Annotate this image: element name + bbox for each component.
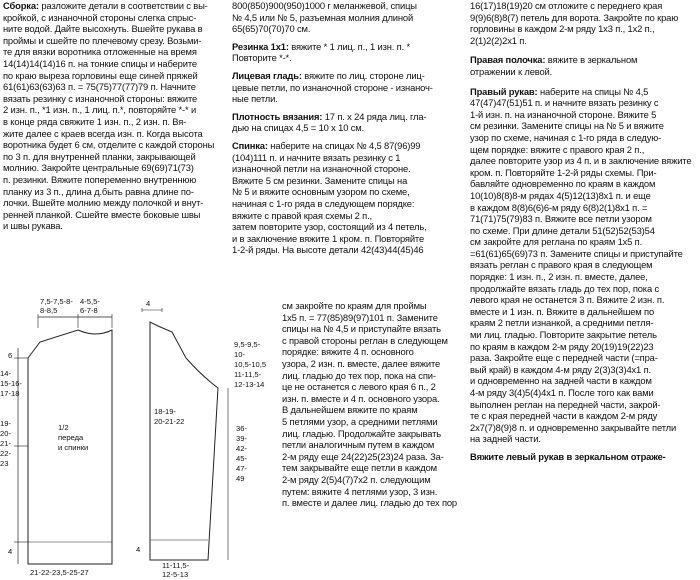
right-sleeve-line-16: порядке: 1 изн. п., 2 изн. п. вместе, далее, xyxy=(470,271,648,283)
back-line-7: затем повторите узор, состоящий из 4 петель, xyxy=(232,221,427,233)
back-line-8: и в заключение вяжите 1 кром. п. Повторяйте xyxy=(232,232,425,244)
stockinette-line-2: ные петли. xyxy=(232,93,278,105)
assembly-line-14: молнию. Закройте центральные 69(69)71(73) xyxy=(3,162,194,174)
neckline-line-1: 9(9)6(8)8(7) петель для ворота. Закройте по краю xyxy=(470,11,679,23)
right-sleeve-line-6: далее повторите узор из 4 п. и в заключение вяжите xyxy=(470,155,692,167)
assembly-line-8: вязать резинку с изнаночной стороны: вяжите xyxy=(3,92,198,104)
back-line-6: вяжите с правой края схемы 2 п., xyxy=(232,209,372,221)
schematic-front-back-svg xyxy=(0,296,130,575)
right-sleeve-line-24: вый край) в каждом 4-м ряду 2(3)3(3)4х1 п. xyxy=(470,363,651,375)
sleeve-length-5: 49 xyxy=(236,474,245,483)
schematic-sleeve xyxy=(132,296,232,579)
right-sleeve-line-2: 1-й изн. п. на изнаночной стороне. Вяжите 5 xyxy=(470,108,657,120)
left-sleeve-line: Вяжите левый рукав в зеркальном отраже- xyxy=(470,450,666,462)
right-sleeve-line-20: краям 2 петли изнанкой, а средними петля- xyxy=(470,317,654,329)
assembly-paragraph xyxy=(3,0,228,232)
panel-label-half: 1/2 xyxy=(58,423,69,432)
panel-label-front: переда xyxy=(58,433,84,442)
right-sleeve-line-26: 4-м ряду 3(4)5(4)4х1 п. После того как вами xyxy=(470,387,654,398)
density-line-1: дью на спицах 4,5 = 10 х 10 см. xyxy=(232,122,365,134)
assembly-line-11: жите далее с краев всегда изн. п. Когда высота xyxy=(3,127,203,139)
column-middle xyxy=(232,0,460,256)
dim-neck-width-2: 6-7-8 xyxy=(80,306,98,315)
sleeve-raglan-labels xyxy=(234,340,266,390)
right-sleeve-line-15: вязать реглан с правого края в следующем xyxy=(470,259,653,271)
sleeve-top-label: 4 xyxy=(146,299,151,308)
assembly-line-13: по 3 п. для внутренней планки, закрывающей xyxy=(3,150,196,162)
back-line-1: (104)111 п. и начните вязать резинку с 1 xyxy=(232,151,401,163)
materials-line-2: 65(65)70(70)70 см. xyxy=(232,23,311,35)
dim-label-17: 17-18 xyxy=(0,389,20,398)
right-sleeve-line-17: продолжайте вязать гладь до тех пор, пока с xyxy=(470,282,660,294)
back-cont-line-10: 5 петлями узор, а средними петлями xyxy=(282,415,438,427)
raglan-label-0: 9,5-9,5- xyxy=(234,340,261,349)
assembly-line-18: ренней планкой. Сшейте вместе боковые швы xyxy=(3,208,201,220)
back-cont-line-17: п. вместе и далее лиц. гладью до тех пор xyxy=(282,497,457,509)
assembly-line-19: и швы рукава. xyxy=(3,220,63,232)
right-sleeve-line-25: и одновременно на задней части в каждом xyxy=(470,375,652,387)
sleeve-cuff-label-2: 12-5-13 xyxy=(162,570,189,579)
right-sleeve-line-30: на задней части. xyxy=(470,433,541,445)
density-line-0: 17 п. х 24 ряда лиц. гла- xyxy=(322,110,427,122)
right-sleeve-line-5: щем порядке: вяжите с правого края 2 п., xyxy=(470,143,645,155)
raglan-label-1: 10- xyxy=(234,350,245,359)
sleeve-length-3: 45- xyxy=(236,454,247,463)
neckline-line-2: горловины в каждом 2-м ряду 1х3 п., 1х2 п., xyxy=(470,23,655,35)
back-cont-line-15: 2-м ряду 2(5)4(7)7х2 п. следующим xyxy=(282,473,431,485)
assembly-line-2: ните водой. Дайте высохнуть. Вшейте рукава в xyxy=(3,23,203,35)
back-cont-line-8: изн. п. вместе и 4 п. основного узора. xyxy=(282,392,440,404)
raglan-label-2: 10,5-10,5 xyxy=(234,360,267,369)
back-line-9: 1-2-й ряды. На высоте детали 42(43)44(45)46 xyxy=(232,244,424,256)
rib-paragraph xyxy=(232,41,460,64)
assembly-line-16: планку из 3 п., длина д.быть равна длине по- xyxy=(3,185,194,197)
dim-shoulder-width: 7,5-7,5-8- xyxy=(40,297,73,306)
right-front-heading: Правая полочка: xyxy=(470,54,546,66)
back-heading: Спинка: xyxy=(232,139,268,151)
back-cont-line-6: лиц. гладью до тех пор, пока на спи- xyxy=(282,369,436,381)
sleeve-length-2: 42- xyxy=(236,444,247,453)
column-left xyxy=(3,0,228,232)
right-sleeve-line-19: вместе и 1 изн. п. Вяжите в дальнейшем по xyxy=(470,305,655,317)
sleeve-length-labels xyxy=(236,424,247,484)
sleeve-length-0: 36- xyxy=(236,424,247,433)
panel-label-back: и спинки xyxy=(58,443,89,452)
assembly-line-5: 14(14)14(14)16 п. на тонкие спицы и наберите xyxy=(3,57,197,69)
back-cont-line-14: тем закрывайте еще петли в каждом xyxy=(282,462,437,474)
right-sleeve-line-10: в каждом 8(8)6(6)6-м ряду 6(8)2(1)8х1 п. = xyxy=(470,201,648,213)
right-sleeve-line-27: выполнен реглан на передней части, закрой- xyxy=(470,398,661,410)
neckline-line-3: 2(1)2(2)2х1 п. xyxy=(470,34,527,46)
dim-label-23: 23 xyxy=(0,459,9,468)
right-front-line-1: отражении к левой. xyxy=(470,65,553,77)
right-sleeve-line-8: бавляйте одновременно по краям в каждом xyxy=(470,178,656,190)
density-paragraph xyxy=(232,111,460,134)
right-sleeve-line-1: 47(47)47(51)51 п. и начните вязать резинку с xyxy=(470,97,659,109)
back-cont-line-3: с правой стороны реглан в следующем xyxy=(282,334,448,346)
assembly-line-4: те для вязки воротника отложенные на время xyxy=(3,46,197,58)
sleeve-width-label-1: 18-19- xyxy=(154,407,176,416)
right-sleeve-line-4: узор по схеме, начиная с 1-го ряда в следую- xyxy=(470,131,662,143)
rib-line-0: вяжите * 1 лиц. п., 1 изн. п. * xyxy=(288,40,410,52)
sleeve-length-1: 39- xyxy=(236,434,247,443)
right-sleeve-line-23: раза. Закройте еще с передней части (=пра- xyxy=(470,352,658,364)
dim-neck-width: 4-5,5- xyxy=(80,297,100,306)
assembly-line-10: в конце ряда свяжите 1 изн. п., 2 изн. п. Вя- xyxy=(3,115,187,127)
back-cont-line-11: лиц. гладью. Продолжайте закрывать xyxy=(282,427,441,439)
assembly-line-3: проймы и сшейте по плечевому срезу. Возьми- xyxy=(3,34,202,46)
density-heading: Плотность вязания: xyxy=(232,110,323,122)
right-sleeve-line-22: по краям в каждом 2-м ряду 20(19)19(22)23 xyxy=(470,340,654,352)
right-sleeve-line-13: см закройте для реглана по краям 1х5 п. xyxy=(470,236,643,248)
back-paragraph-continued xyxy=(282,300,462,509)
dim-label-20: 20- xyxy=(0,429,11,438)
back-cont-line-12: петли аналогичным путем в каждом xyxy=(282,439,435,451)
rib-line-1: Повторите *-*. xyxy=(232,52,292,64)
dim-label-21: 21- xyxy=(0,439,11,448)
back-cont-line-4: порядке: вяжите 4 п. основного xyxy=(282,346,414,358)
right-sleeve-line-28: те с края передней части в каждом 2-м ряду xyxy=(470,410,658,422)
back-paragraph xyxy=(232,140,460,256)
assembly-line-17: лочки. Вшейте молнию между полочкой и внут- xyxy=(3,197,204,209)
dim-label-6: 6 xyxy=(8,351,13,360)
neckline-paragraph xyxy=(470,0,698,46)
dim-label-22: 22- xyxy=(0,449,11,458)
assembly-line-1: кройкой, с изнаночной стороны слегка спрыс- xyxy=(3,11,197,23)
assembly-line-9: 2 изн. п., *1 изн. п., 1 лиц. п.*, повторяйте *-* и xyxy=(3,104,197,116)
back-cont-line-0: см закройте по краям для проймы xyxy=(282,300,427,311)
back-line-5: начиная с 1-го ряда в следующем порядке: xyxy=(232,197,415,209)
materials-line-0: 800(850)900(950)1000 г меланжевой, спицы xyxy=(232,0,417,11)
right-sleeve-line-21: ми лиц. гладью. Повторите закрытие петель xyxy=(470,329,657,341)
dim-bottom-width: 21-22-23,5-25-27 xyxy=(30,568,89,577)
right-sleeve-line-7: кром. п. Повторяйте 1-2-й ряды схемы. При- xyxy=(470,166,657,178)
back-cont-line-2: спицы на № 4,5 и приступайте вязать xyxy=(282,323,441,335)
back-cont-line-7: це не останется с левого края 6 п., 2 xyxy=(282,381,436,393)
materials-line-1: № 4,5 или № 5, разъемная молния длиной xyxy=(232,11,414,23)
assembly-line-15: п. резинки. Вяжите попеременно внутреннюю xyxy=(3,173,197,185)
right-sleeve-line-0: наберите на спицы № 4,5 xyxy=(537,85,649,97)
dim-label-rib: 4 xyxy=(8,547,13,556)
right-sleeve-line-18: левого края не останется 3 п. Вяжите 2 изн. п. xyxy=(470,294,665,306)
sleeve-cuff-label-1: 11-11,5- xyxy=(162,561,190,570)
assembly-line-6: по краю выреза горловины еще синей пряжей xyxy=(3,69,198,81)
stockinette-heading: Лицевая гладь: xyxy=(232,69,302,81)
sleeve-width-label-2: 20-21-22 xyxy=(154,417,185,426)
right-front-paragraph xyxy=(470,54,698,77)
back-cont-line-13: 2-м ряду еще 24(22)25(23)24 раза. За- xyxy=(282,450,444,462)
raglan-label-4: 12-13-14 xyxy=(234,380,265,389)
assembly-line-0: разложите детали в соответствии с вы- xyxy=(41,0,208,11)
neckline-line-0: 16(17)18(19)20 см отложите с переднего края xyxy=(470,0,663,11)
dim-label-15: 15-16- xyxy=(0,379,22,388)
right-sleeve-line-9: 10(10)8(8)8-м рядах 4(5)12(13)8х1 п. и еще xyxy=(470,189,651,201)
back-line-3: Вяжите 5 см резинки. Замените спицы на xyxy=(232,174,408,186)
right-sleeve-line-14: =61(61)65(69)73 п. Замените спицы и приступайте xyxy=(470,247,683,259)
right-sleeve-line-12: по схеме. При длине детали 51(52)52(53)54 xyxy=(470,224,655,236)
back-line-2: изнаночной петли на изнаночной стороне. xyxy=(232,163,411,175)
rib-heading: Резинка 1х1: xyxy=(232,40,289,52)
back-line-0: наберите на спицах № 4,5 87(96)99 xyxy=(267,139,421,151)
right-sleeve-paragraph xyxy=(470,86,698,445)
right-front-line-0: вяжите в зеркальном xyxy=(545,54,638,66)
back-cont-line-1: 1х5 п. = 77(85)89(97)101 п. Замените xyxy=(282,311,438,323)
assembly-line-12: воротника будет 6 см, отделите с каждой стороны xyxy=(3,139,215,151)
assembly-heading: Сборка: xyxy=(3,0,39,11)
dim-shoulder-width-2: 8-8,5 xyxy=(40,306,58,315)
right-sleeve-line-3: см резинки. Замените спицы на № 5 и вяжите xyxy=(470,120,664,132)
back-cont-line-9: В дальнейшем вяжите по краям xyxy=(282,404,418,416)
back-cont-line-5: узора, 2 изн. п. вместе, далее вяжите xyxy=(282,357,441,369)
materials-paragraph xyxy=(232,0,460,35)
sleeve-rib-label: 4 xyxy=(136,545,141,554)
stockinette-line-1: цевые петли, по изнаночной стороне - изнаноч- xyxy=(232,81,433,93)
right-sleeve-line-11: 71(71)75(79)83 п. Вяжите все петли узором xyxy=(470,213,652,225)
schematic-front-back xyxy=(0,296,130,575)
column-right xyxy=(470,0,698,463)
dim-label-19: 19- xyxy=(0,419,11,428)
stockinette-paragraph xyxy=(232,70,460,105)
right-sleeve-line-29: 2х7(7)8(9)8 п. и одновременно закрывайте петли xyxy=(470,421,677,433)
sleeve-length-4: 47- xyxy=(236,464,247,473)
left-sleeve-paragraph xyxy=(470,451,698,463)
back-cont-line-16: путем: вяжите 4 петлями узор, 3 изн. xyxy=(282,485,438,497)
sleeve-outline xyxy=(150,322,218,560)
right-sleeve-heading: Правый рукав: xyxy=(470,85,538,97)
stockinette-line-0: вяжите по лиц. стороне лиц- xyxy=(301,69,425,81)
back-line-4: № 5 и вяжите основным узором по схеме, xyxy=(232,186,410,198)
schematic-sleeve-svg xyxy=(132,296,232,579)
dim-label-14: 14- xyxy=(0,369,11,378)
raglan-label-3: 11-11,5- xyxy=(234,370,262,379)
assembly-line-7: 61(61)63(63)63 п. = 75(75)77(77)79 п. Начните xyxy=(3,81,196,93)
